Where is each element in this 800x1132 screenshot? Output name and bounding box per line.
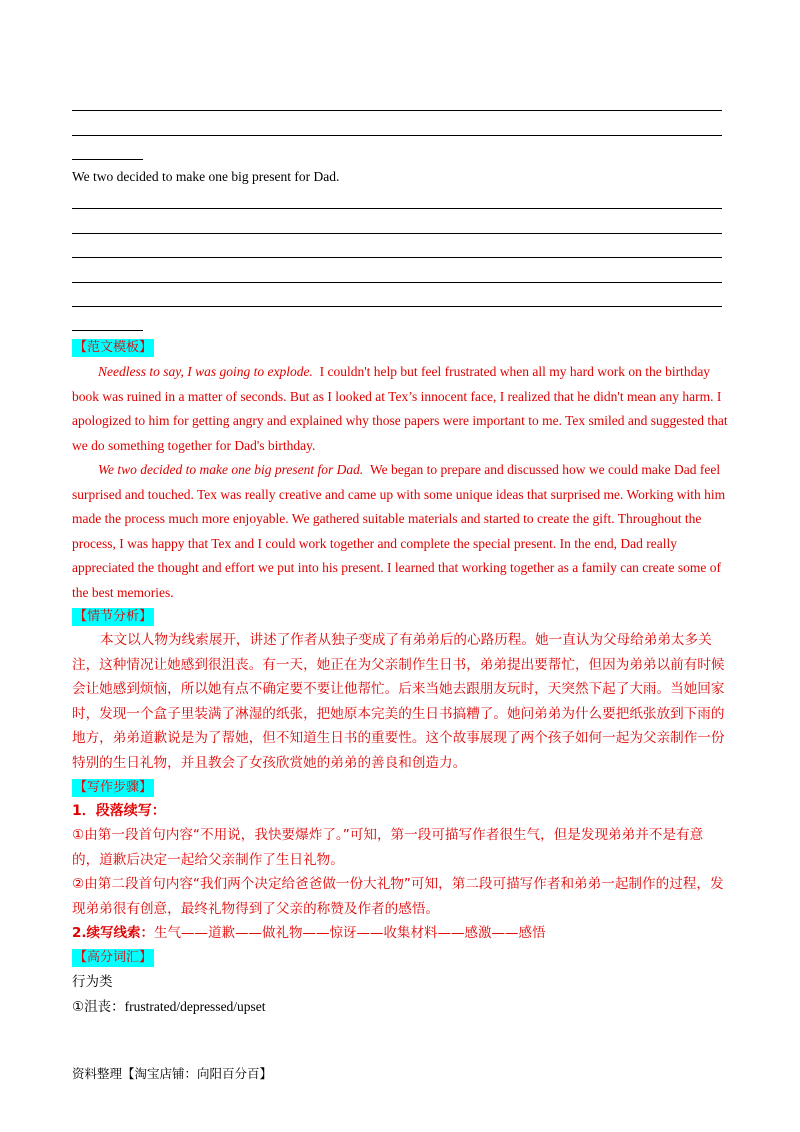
clue-text: 生气——道歉——做礼物——惊讶——收集材料——感激——感悟 — [154, 925, 546, 941]
template-paragraph-1-body: I couldn't help but feel frustrated when all my hard work on the birthday book was ruined in a matter of seconds. But as I looked at Tex’s innocent face, I realized that he didn't mean any harm. I apologized to him for getting angry and explained why those papers were important to me. Tex smiled and suggested that we do something together for Dad's birthday. — [72, 364, 728, 453]
template-paragraph-2-body: We began to prepare and discussed how we could make Dad feel surprised and touched. Tex was really creative and came up with some unique ideas that surprised me. Working with him made the process much more enjoyable. We gathered suitable materials and started to create the gift. Throughout the process, I was happy that Tex and I could work together and complete the special present. In the end, Dad really appreciated the thought and effort we put into his present. I learned that working together as a family can create some of the best memories. — [72, 462, 726, 600]
template-paragraph-2-lead: We two decided to make one big present for Dad. — [98, 462, 364, 477]
writing-line — [72, 208, 722, 209]
writing-line — [72, 306, 722, 307]
plot-analysis-body: 本文以人物为线索展开，讲述了作者从独子变成了有弟弟后的心路历程。她一直认为父母给弟弟太多关注，这种情况让她感到很沮丧。有一天，她正在为父亲制作生日书，弟弟提出要帮忙，但因为弟弟以前有时候会让她感到烦恼，所以她有点不确定要不要让他帮忙。后来当她去跟朋友玩时，天突然下起了大雨。当她回家时，发现一个盒子里装满了淋湿的纸张，把她原本完美的生日书搞糟了。她问弟弟为什么要把纸张放到下雨的地方，弟弟道歉说是为了帮她，但不知道生日书的重要性。这个故事展现了两个孩子如何一起为父亲制作一份特别的生日礼物，并且教会了女孩欣赏她的弟弟的善良和创造力。 — [72, 632, 725, 771]
writing-line — [72, 233, 722, 234]
template-paragraph-1-lead: Needless to say, I was going to explode. — [98, 364, 313, 379]
vocab-item-1: ①沮丧：frustrated/depressed/upset — [72, 999, 266, 1014]
writing-line — [72, 110, 722, 111]
template-paragraph-1 — [72, 360, 732, 458]
template-paragraph-2 — [72, 458, 732, 605]
template-section-tag: 【范文模板】 — [74, 340, 153, 355]
step-2-text: ②由第二段首句内容“我们两个决定给爸爸做一份大礼物”可知，第二段可描写作者和弟弟一起制作的过程，发现弟弟很有创意，最终礼物得到了父亲的称赞及作者的感悟。 — [72, 876, 724, 917]
plot-section-tag: 【情节分析】 — [74, 609, 153, 624]
steps-section-tag: 【写作步骤】 — [74, 780, 153, 795]
vocab-section-tag: 【高分词汇】 — [74, 950, 153, 965]
writing-line — [72, 282, 722, 283]
writing-line — [72, 135, 722, 136]
page-footer: 资料整理【淘宝店铺：向阳百分百】 — [72, 1066, 273, 1081]
writing-line-short — [72, 159, 143, 160]
steps-heading: 1．段落续写： — [72, 803, 166, 819]
vocab-category: 行为类 — [72, 974, 113, 990]
writing-line — [72, 257, 722, 258]
writing-line-short — [72, 330, 143, 331]
clue-line — [72, 923, 546, 943]
plot-analysis-text — [72, 628, 726, 775]
step-1-text: ①由第一段首句内容“不用说，我快要爆炸了。”可知，第一段可描写作者很生气，但是发现弟弟并不是有意的，道歉后决定一起给父亲制作了生日礼物。 — [72, 827, 704, 868]
clue-label: 2.续写线索： — [72, 925, 155, 941]
paragraph-start-sentence: We two decided to make one big present for Dad. — [72, 169, 340, 184]
